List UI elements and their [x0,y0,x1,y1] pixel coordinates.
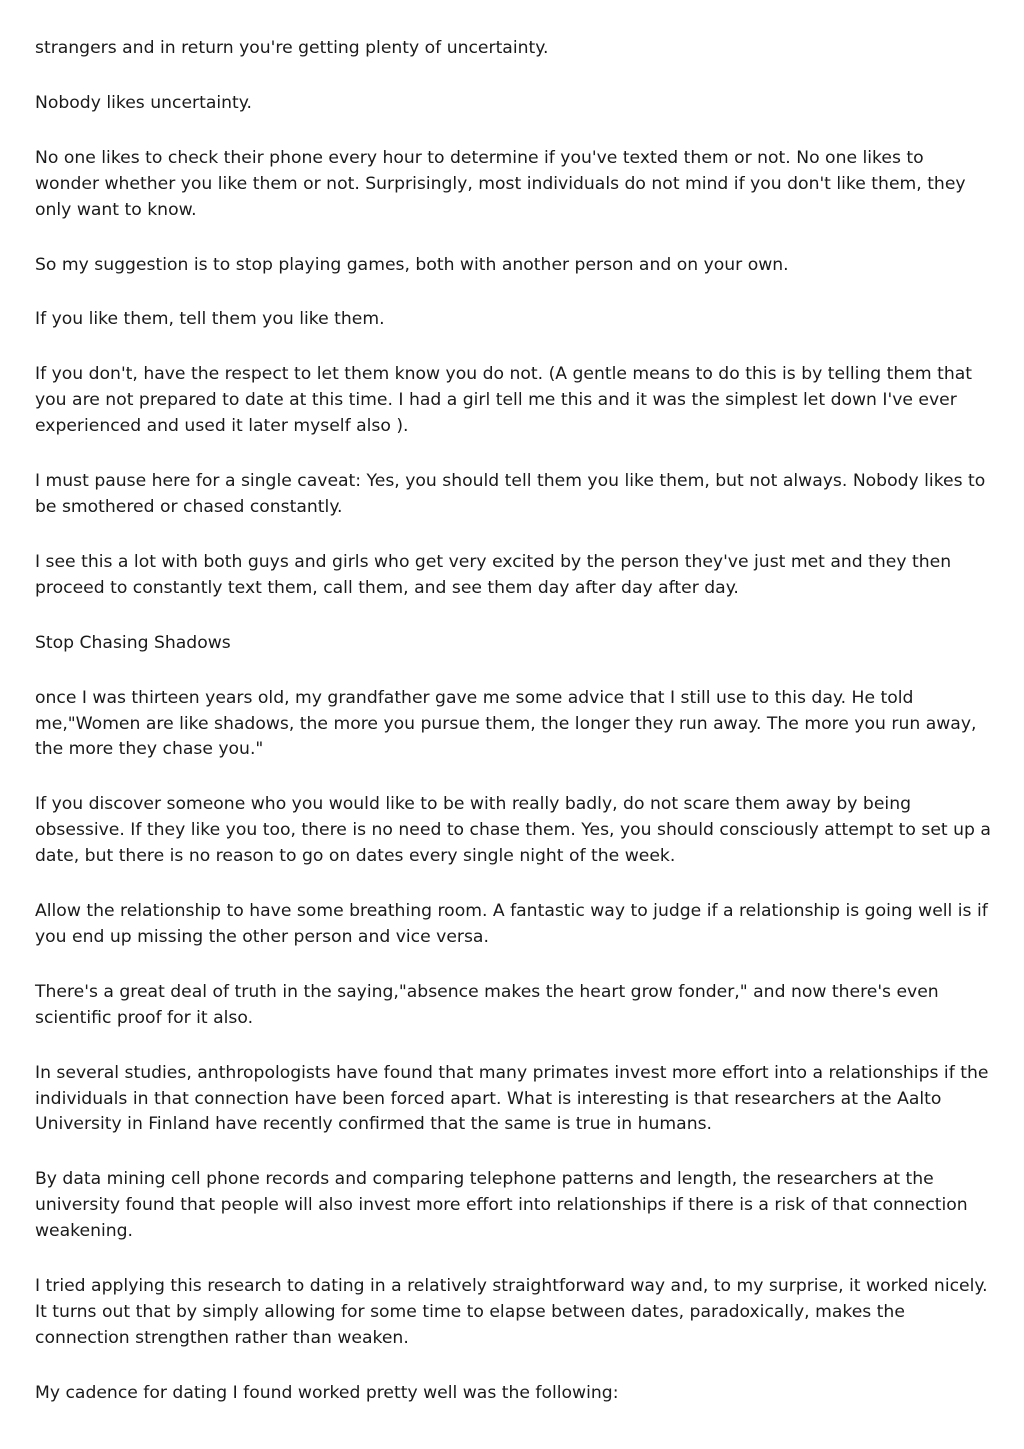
paragraph-excited: I see this a lot with both guys and girls who get very excited by the person they've just met and they then proceed to constantly text them, call them, and see them day after day after day. [35,551,952,598]
paragraph-tell-them: If you like them, tell them you like them. [35,309,385,330]
paragraph-stop-playing-games: So my suggestion is to stop playing games, both with another person and on your own. [35,254,789,275]
paragraph-intro-uncertainty: strangers and in return you're getting plenty of uncertainty. [35,38,549,58]
paragraph-absence: There's a great deal of truth in the saying,"absence makes the heart grow fonder," and now there's even scientific proof for it also. [35,981,939,1028]
paragraph-applying-research: I tried applying this research to dating in a relatively straightforward way and, to my surprise, it worked nicely. It turns out that by simply allowing for some time to elapse between dates, paradoxically, makes the connection strengthen rather than weaken. [35,1276,988,1348]
paragraph-caveat: I must pause here for a single caveat: Yes, you should tell them you like them, but not always. Nobody likes to be smothered or chased constantly. [35,471,986,517]
paragraph-discover-someone: If you discover someone who you would like to be with really badly, do not scare them away by being obsessive. If they like you too, there is no need to chase them. Yes, you should consciously attempt to set up a date, but there is no reason to go on dates every single night of the week. [35,794,991,867]
paragraph-respect: If you don't, have the respect to let them know you do not. (A gentle means to do this is by telling them that you are not prepared to date at this time. I had a girl tell me this and it was the simplest let down I've ever experienced and used it later myself also ). [35,364,972,437]
paragraph-data-mining: By data mining cell phone records and comparing telephone patterns and length, the researchers at the university found that people will also invest more effort into relationships if there is a risk of that connection weakening. [35,1169,968,1242]
section-heading-stop-chasing-shadows: Stop Chasing Shadows [35,632,231,653]
document-body [35,36,993,1436]
paragraph-breathing-room: Allow the relationship to have some breathing room. A fantastic way to judge if a relationship is going well is if you end up missing the other person and vice versa. [35,901,988,947]
paragraph-nobody-likes-uncertainty: Nobody likes uncertainty. [35,92,252,113]
paragraph-grandfather-advice: once I was thirteen years old, my grandfather gave me some advice that I still use to this day. He told me,"Women are like shadows, the more you pursue them, the longer they run away. The more you run away, the more they chase you." [35,687,977,760]
paragraph-check-phone: No one likes to check their phone every hour to determine if you've texted them or not. No one likes to wonder whether you like them or not. Surprisingly, most individuals do not mind if you don't like them, they only want to know. [35,147,966,220]
paragraph-studies: In several studies, anthropologists have found that many primates invest more effort into a relationships if the individuals in that connection have been forced apart. What is interesting is that researchers at the Aalto University in Finland have recently confirmed that the same is true in humans. [35,1062,989,1135]
paragraph-cadence: My cadence for dating I found worked pretty well was the following: [35,1382,619,1403]
